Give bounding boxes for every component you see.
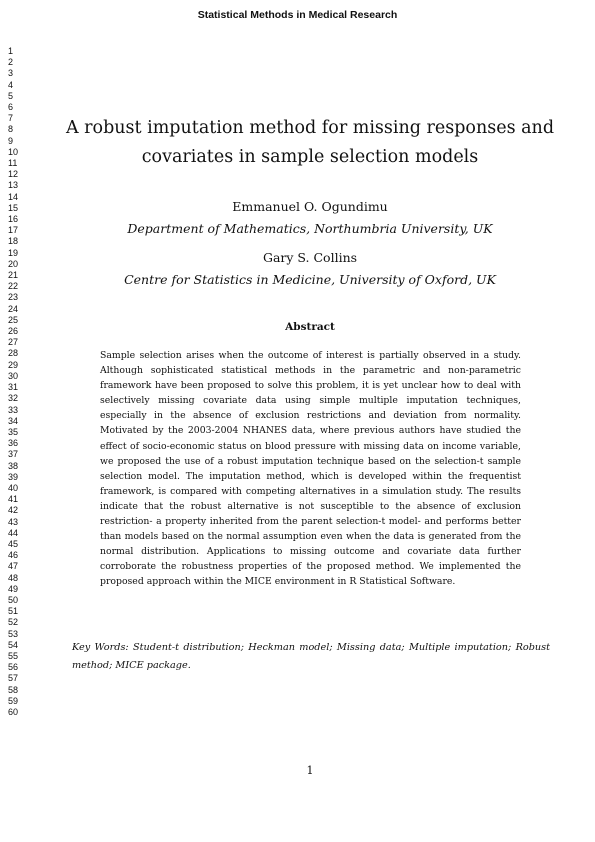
line-number: 9 bbox=[8, 135, 14, 146]
abstract-body: Sample selection arises when the outcome of interest is partially observed in a study. Although sophisticated statistical methods in the parametric and non-parametric framework have been proposed to solve this problem, it is yet unclear how to deal with selectively missing covariate data using simple multiple imputation techniques, especially in the absence of exclusion restrictions and deviation from normality. Motivated by the 2003-2004 NHANES data, where previous authors have studied the effect of socio-economic status on blood pressure with missing data on income variable, we proposed the use of a robust imputation technique based on the selection-t sample selection model. The imputation method, which is developed within the frequentist framework, is compared with competing alternatives in a simulation study. The results indicate that the robust alternative is not susceptible to the absence of exclusion restriction- a property inherited from the parent selection-t model- and performs better than models based on the normal assumption even when the data is generated from the normal distribution. Applications to missing outcome and covariate data further corroborate the robustness properties of the proposed method. We implemented the proposed approach within the MICE environment in R Statistical Software. bbox=[100, 350, 521, 588]
line-number: 31 bbox=[8, 382, 19, 393]
line-number-column bbox=[8, 46, 28, 718]
line-number: 26 bbox=[8, 326, 19, 337]
line-number: 18 bbox=[8, 236, 19, 247]
line-number: 30 bbox=[8, 370, 19, 381]
line-number: 19 bbox=[8, 247, 19, 258]
line-number: 47 bbox=[8, 561, 19, 572]
title-line-1: A robust imputation method for missing responses and bbox=[65, 118, 555, 138]
line-number: 8 bbox=[8, 124, 14, 135]
line-number: 21 bbox=[8, 270, 19, 281]
abstract-heading: Abstract bbox=[285, 321, 335, 333]
line-number: 6 bbox=[8, 102, 14, 113]
line-number: 54 bbox=[8, 639, 19, 650]
line-number: 46 bbox=[8, 550, 19, 561]
line-number: 22 bbox=[8, 281, 19, 292]
title-line-2: covariates in sample selection models bbox=[141, 147, 479, 167]
line-number: 10 bbox=[8, 146, 19, 157]
line-number: 14 bbox=[8, 191, 19, 202]
line-number: 36 bbox=[8, 438, 19, 449]
line-number: 5 bbox=[8, 90, 14, 101]
line-number: 4 bbox=[8, 79, 14, 90]
author-affiliation-2: Centre for Statistics in Medicine, University of Oxford, UK bbox=[124, 272, 496, 287]
line-number: 33 bbox=[8, 404, 19, 415]
line-number: 17 bbox=[8, 225, 19, 236]
line-number: 57 bbox=[8, 673, 19, 684]
line-number: 51 bbox=[8, 606, 19, 617]
line-number: 1 bbox=[8, 46, 14, 56]
line-number: 52 bbox=[8, 617, 19, 628]
line-number: 60 bbox=[8, 706, 19, 717]
author-name-1: Emmanuel O. Ogundimu bbox=[232, 199, 388, 214]
line-number: 45 bbox=[8, 538, 19, 549]
line-number: 42 bbox=[8, 505, 19, 516]
line-number: 25 bbox=[8, 314, 19, 325]
line-number: 44 bbox=[8, 527, 19, 538]
line-number: 50 bbox=[8, 594, 19, 605]
line-number: 58 bbox=[8, 684, 19, 695]
line-number: 55 bbox=[8, 650, 19, 661]
paper-title bbox=[40, 114, 580, 172]
author-affiliation-1: Department of Mathematics, Northumbria University, UK bbox=[127, 221, 493, 236]
line-number: 7 bbox=[8, 113, 14, 124]
line-number: 20 bbox=[8, 258, 19, 269]
line-number: 27 bbox=[8, 337, 19, 348]
line-number: 49 bbox=[8, 583, 19, 594]
line-number: 13 bbox=[8, 180, 19, 191]
page-number: 1 bbox=[306, 764, 314, 777]
line-number: 34 bbox=[8, 415, 19, 426]
line-number: 2 bbox=[8, 57, 14, 68]
keywords: Key Words: Student-t distribution; Heckman model; Missing data; Multiple imputation; Robust method; MICE package. bbox=[72, 642, 550, 671]
author-name-2: Gary S. Collins bbox=[262, 250, 358, 265]
line-number: 32 bbox=[8, 393, 19, 404]
line-number: 53 bbox=[8, 628, 19, 639]
line-number: 15 bbox=[8, 202, 19, 213]
line-number: 41 bbox=[8, 494, 19, 505]
line-number: 16 bbox=[8, 214, 19, 225]
line-number: 29 bbox=[8, 359, 19, 370]
journal-header: Statistical Methods in Medical Research bbox=[197, 9, 398, 21]
line-number: 11 bbox=[8, 158, 18, 169]
line-number: 48 bbox=[8, 572, 19, 583]
line-number: 3 bbox=[8, 68, 14, 79]
line-number: 35 bbox=[8, 426, 19, 437]
line-number: 39 bbox=[8, 471, 19, 482]
line-number: 38 bbox=[8, 460, 19, 471]
line-number: 24 bbox=[8, 303, 19, 314]
line-number: 59 bbox=[8, 695, 19, 706]
line-number: 12 bbox=[8, 169, 19, 180]
line-number: 40 bbox=[8, 482, 19, 493]
line-number: 43 bbox=[8, 516, 19, 527]
line-number: 28 bbox=[8, 348, 19, 359]
line-number: 56 bbox=[8, 662, 19, 673]
line-number: 23 bbox=[8, 292, 19, 303]
line-number: 37 bbox=[8, 449, 19, 460]
